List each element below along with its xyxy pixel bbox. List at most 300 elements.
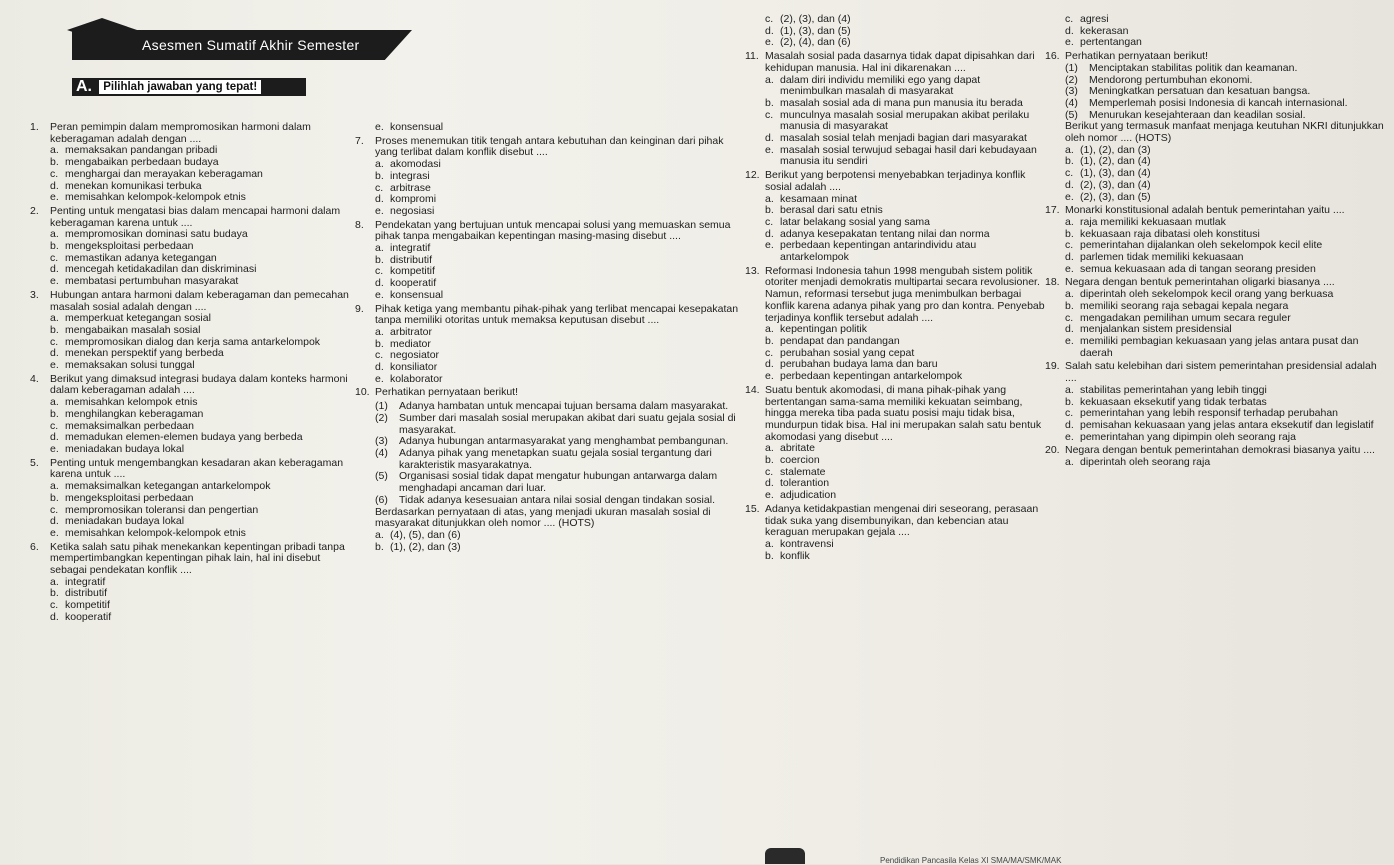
option-letter: e. xyxy=(50,275,59,288)
option-letter: b. xyxy=(765,204,774,217)
option-letter: d. xyxy=(50,610,59,623)
option-letter: b. xyxy=(375,169,384,182)
option-text: menjalankan sistem presidensial xyxy=(1080,323,1232,336)
option-letter: e. xyxy=(765,239,774,252)
answer-option xyxy=(745,75,1045,98)
question-number: 9. xyxy=(355,302,364,315)
option-text: kepentingan politik xyxy=(780,323,867,336)
answer-option xyxy=(1045,264,1390,276)
statement xyxy=(1045,98,1390,110)
option-text: pemisahan kekuasaan yang jelas antara eksekutif dan legislatif xyxy=(1080,418,1374,431)
option-text: kekuasaan raja dibatasi oleh konstitusi xyxy=(1080,227,1260,240)
option-letter: a. xyxy=(50,144,59,157)
option-text: kolaborator xyxy=(390,372,443,385)
option-letter: e. xyxy=(50,359,59,372)
question xyxy=(30,206,355,229)
column-3 xyxy=(745,14,1045,564)
option-text: mengadakan pemilihan umum secara reguler xyxy=(1080,311,1291,324)
option-letter: b. xyxy=(50,323,59,336)
option-text: adanya kesepakatan tentang nilai dan norma xyxy=(780,227,990,240)
question xyxy=(355,220,745,243)
option-text: mempromosikan dominasi satu budaya xyxy=(65,228,248,241)
option-text: kekerasan xyxy=(1080,24,1129,37)
question-text: Pihak ketiga yang membantu pihak-pihak yang terlibat mencapai kesepakatan tanpa memiliki otoritas untuk memaksa keputusan disebut .... xyxy=(375,302,739,327)
option-letter: e. xyxy=(765,143,774,156)
statement-text: Menciptakan stabilitas politik dan keamanan. xyxy=(1089,61,1298,74)
option-text: konsensual xyxy=(390,121,444,133)
option-text: arbitrator xyxy=(390,325,433,338)
option-letter: a. xyxy=(50,228,59,241)
option-text: (1), (2), dan (3) xyxy=(390,540,461,553)
question-text: Berikut yang berpotensi menyebabkan terjadinya konflik sosial adalah .... xyxy=(765,169,1026,193)
question-number: 5. xyxy=(30,456,39,469)
question-number: 20. xyxy=(1045,444,1060,457)
statement-number: (4) xyxy=(375,446,388,459)
question-number: 3. xyxy=(30,288,39,301)
option-letter: d. xyxy=(1065,24,1074,37)
statement-number: (1) xyxy=(1065,61,1078,74)
option-letter: e. xyxy=(375,288,384,301)
answer-option xyxy=(745,490,1045,502)
question xyxy=(745,51,1045,74)
question-text: Reformasi Indonesia tahun 1998 mengubah sistem politik otoriter menjadi demokratis multipartai secara revolusioner. Namun, reformasi tersebut juga menimbulkan berbagai konflik karena adanya pihak yang pro dan kontra. Penyebab terjadinya konflik tersebut adalah .... xyxy=(765,264,1045,324)
option-letter: e. xyxy=(1065,334,1074,347)
statement-number: (5) xyxy=(375,470,388,483)
option-letter: a. xyxy=(50,480,59,493)
option-letter: d. xyxy=(765,24,774,37)
answer-option xyxy=(30,409,355,421)
option-text: masalah sosial ada di mana pun manusia itu berada xyxy=(780,96,1023,109)
option-letter: d. xyxy=(50,263,59,276)
statement-text: Adanya pihak yang menetapkan suatu gejala sosial tergantung dari karakteristik masyarakatnya. xyxy=(399,446,712,471)
spacer xyxy=(30,624,355,626)
option-text: diperintah oleh sekelompok kecil orang yang berkuasa xyxy=(1080,288,1334,301)
option-text: akomodasi xyxy=(390,158,441,171)
option-text: konsiliator xyxy=(390,361,438,374)
answer-option xyxy=(1045,385,1390,397)
option-text: meniadakan budaya lokal xyxy=(65,442,185,455)
option-letter: a. xyxy=(375,325,384,338)
answer-option xyxy=(355,530,745,542)
option-text: memaksakan solusi tunggal xyxy=(65,359,195,372)
question-number: 14. xyxy=(745,383,760,396)
option-letter: c. xyxy=(1065,167,1074,180)
option-letter: c. xyxy=(375,265,384,278)
option-letter: e. xyxy=(375,121,384,133)
option-letter: c. xyxy=(765,108,774,121)
option-letter: d. xyxy=(375,361,384,374)
page-title: Asesmen Sumatif Akhir Semester xyxy=(142,37,360,53)
option-letter: c. xyxy=(765,465,774,478)
question-prompt: Berikut yang termasuk manfaat menjaga keutuhan NKRI ditunjukkan oleh nomor .... (HOTS) xyxy=(1065,120,1384,145)
option-text: integrasi xyxy=(390,169,430,182)
option-letter: c. xyxy=(50,335,59,348)
option-letter: b. xyxy=(765,454,774,467)
question-text: Adanya ketidakpastian mengenai diri seseorang, perasaan tidak suka yang disembunyikan, dan kebencian atau keraguan merupakan gejala .... xyxy=(765,502,1039,539)
option-text: (1), (2), dan (4) xyxy=(1080,155,1151,168)
answer-option xyxy=(30,169,355,181)
question xyxy=(745,504,1045,539)
option-letter: d. xyxy=(765,227,774,240)
answer-option xyxy=(1045,336,1390,359)
statement-number: (3) xyxy=(375,435,388,448)
option-letter: b. xyxy=(50,156,59,169)
answer-option xyxy=(745,551,1045,563)
option-text: mengeksploitasi perbedaan xyxy=(65,240,194,253)
option-text: membatasi pertumbuhan masyarakat xyxy=(65,275,239,288)
option-letter: b. xyxy=(1065,299,1074,312)
question-number: 16. xyxy=(1045,50,1060,63)
option-letter: c. xyxy=(50,503,59,516)
question-text: Penting untuk mengembangkan kesadaran akan keberagaman karena untuk .... xyxy=(50,456,344,481)
statement-text: Mendorong pertumbuhan ekonomi. xyxy=(1089,73,1253,86)
question xyxy=(30,290,355,313)
answer-option xyxy=(745,217,1045,229)
statement-text: Organisasi sosial tidak dapat mengatur hubungan antarwarga dalam menghadapi ancaman dari luar. xyxy=(399,470,718,495)
option-letter: e. xyxy=(1065,190,1074,203)
answer-option xyxy=(30,360,355,372)
option-letter: d. xyxy=(1065,251,1074,264)
question-number: 12. xyxy=(745,169,760,182)
option-text: kompetitif xyxy=(390,265,435,278)
question-number: 18. xyxy=(1045,276,1060,289)
answer-option xyxy=(745,455,1045,467)
answer-option xyxy=(1045,37,1390,49)
option-letter: a. xyxy=(765,192,774,205)
option-text: masalah sosial telah menjadi bagian dari masyarakat xyxy=(780,132,1027,145)
option-text: raja memiliki kekuasaan mutlak xyxy=(1080,215,1226,228)
question-number: 6. xyxy=(30,540,39,553)
question xyxy=(355,304,745,327)
option-text: perubahan budaya lama dan baru xyxy=(780,358,938,371)
option-letter: b. xyxy=(375,337,384,350)
section-instruction: Pilihlah jawaban yang tepat! xyxy=(99,80,261,94)
option-letter: b. xyxy=(765,334,774,347)
question-number: 19. xyxy=(1045,360,1060,373)
option-text: memiliki seorang raja sebagai kepala negara xyxy=(1080,299,1289,312)
option-letter: b. xyxy=(50,491,59,504)
option-text: tolerantion xyxy=(780,477,830,490)
option-letter: e. xyxy=(765,489,774,502)
option-letter: a. xyxy=(375,158,384,171)
option-text: dalam diri individu memiliki ego yang dapat menimbulkan masalah di masyarakat xyxy=(780,73,981,98)
option-letter: b. xyxy=(375,540,384,553)
statement xyxy=(355,448,745,471)
option-letter: a. xyxy=(765,442,774,455)
option-letter: e. xyxy=(375,372,384,385)
option-letter: a. xyxy=(1065,383,1074,396)
statement-number: (2) xyxy=(375,411,388,424)
question-text: Proses menemukan titik tengah antara kebutuhan dan keinginan dari pihak yang terlibat dalam konflik disebut .... xyxy=(375,134,724,159)
option-letter: e. xyxy=(765,370,774,383)
option-letter: a. xyxy=(375,528,384,541)
option-letter: d. xyxy=(50,347,59,360)
option-text: mediator xyxy=(390,337,431,350)
option-text: abritate xyxy=(780,442,816,455)
option-letter: c. xyxy=(1065,311,1074,324)
answer-option xyxy=(30,528,355,540)
option-text: perbedaan kepentingan antarkelompok xyxy=(780,370,963,383)
statement-number: (4) xyxy=(1065,96,1078,109)
option-letter: c. xyxy=(1065,407,1074,420)
option-text: (2), (3), dan (4) xyxy=(780,13,851,25)
statement xyxy=(1045,63,1390,75)
option-letter: a. xyxy=(1065,456,1074,469)
statement-text: Menurukan kesejahteraan dan keadilan sosial. xyxy=(1089,108,1306,121)
option-letter: a. xyxy=(765,537,774,550)
answer-option xyxy=(30,493,355,505)
option-text: masalah sosial terwujud sebagai hasil dari kebudayaan manusia itu sendiri xyxy=(780,143,1037,168)
option-text: menghilangkan keberagaman xyxy=(65,407,204,420)
option-text: diperintah oleh seorang raja xyxy=(1080,456,1211,469)
option-text: mempromosikan dialog dan kerja sama antarkelompok xyxy=(65,335,321,348)
option-letter: c. xyxy=(765,215,774,228)
option-text: kompetitif xyxy=(65,599,110,612)
option-text: kooperatif xyxy=(65,610,112,623)
question-number: 10. xyxy=(355,386,370,399)
answer-option xyxy=(745,240,1045,263)
question xyxy=(745,385,1045,444)
option-text: latar belakang sosial yang sama xyxy=(780,215,931,228)
statement-number: (1) xyxy=(375,400,388,413)
option-text: memaksimalkan perbedaan xyxy=(65,419,194,432)
option-text: mengeksploitasi perbedaan xyxy=(65,491,194,504)
question-number: 8. xyxy=(355,218,364,231)
option-text: memiliki pembagian kekuasaan yang jelas antara pusat dan daerah xyxy=(1080,334,1359,359)
question xyxy=(30,374,355,397)
answer-option xyxy=(1045,192,1390,204)
option-text: memisahkan kelompok etnis xyxy=(65,396,198,409)
option-letter: e. xyxy=(50,526,59,539)
question-number: 15. xyxy=(745,502,760,515)
option-letter: d. xyxy=(1065,418,1074,431)
answer-option xyxy=(30,325,355,337)
question-text: Ketika salah satu pihak menekankan kepentingan pribadi tanpa mempertimbangkan kepentingan pihak lain, hal ini disebut sebagai pendekatan konflik .... xyxy=(50,540,345,577)
option-text: mengabaikan masalah sosial xyxy=(65,323,201,336)
answer-option xyxy=(30,612,355,624)
page-footer: Pendidikan Pancasila Kelas XI SMA/MA/SMK/MAK xyxy=(880,856,1062,865)
answer-option xyxy=(1045,252,1390,264)
question-number: 13. xyxy=(745,264,760,277)
question-prompt: Berdasarkan pernyataan di atas, yang menjadi ukuran masalah sosial di masyarakat ditunjukkan oleh nomor .... (HOTS) xyxy=(375,505,711,530)
option-letter: a. xyxy=(765,323,774,336)
option-letter: c. xyxy=(765,13,774,25)
answer-option xyxy=(1045,301,1390,313)
question-number: 11. xyxy=(745,50,759,63)
option-letter: b. xyxy=(1065,395,1074,408)
option-letter: a. xyxy=(50,575,59,588)
option-text: memaksakan pandangan pribadi xyxy=(65,144,218,157)
option-text: meniadakan budaya lokal xyxy=(65,515,185,528)
option-text: kekuasaan eksekutif yang tidak terbatas xyxy=(1080,395,1267,408)
answer-option xyxy=(30,276,355,288)
option-text: agresi xyxy=(1080,13,1109,25)
question xyxy=(30,542,355,577)
option-letter: d. xyxy=(375,277,384,290)
option-text: memaksimalkan ketegangan antarkelompok xyxy=(65,480,271,493)
option-text: memisahkan kelompok-kelompok etnis xyxy=(65,526,246,539)
question-number: 2. xyxy=(30,204,39,217)
answer-option xyxy=(745,14,1045,26)
option-letter: d. xyxy=(1065,178,1074,191)
answer-option xyxy=(355,171,745,183)
statement-number: (2) xyxy=(1065,73,1078,86)
statement-number: (3) xyxy=(1065,85,1078,98)
option-text: coercion xyxy=(780,454,820,467)
option-letter: e. xyxy=(1065,36,1074,49)
answer-option xyxy=(745,539,1045,551)
option-letter: a. xyxy=(50,312,59,325)
option-text: perbedaan kepentingan antarindividu atau antarkelompok xyxy=(780,239,977,264)
question-number: 1. xyxy=(30,121,39,133)
option-letter: c. xyxy=(375,349,384,362)
option-text: berasal dari satu etnis xyxy=(780,204,883,217)
answer-option xyxy=(355,327,745,339)
question-text: Salah satu kelebihan dari sistem pemerintahan presidensial adalah .... xyxy=(1065,360,1377,385)
statement xyxy=(355,413,745,436)
option-letter: e. xyxy=(765,36,774,49)
option-letter: c. xyxy=(50,599,59,612)
answer-option xyxy=(355,122,745,134)
option-text: (4), (5), dan (6) xyxy=(390,528,461,541)
question xyxy=(355,387,745,399)
question-text: Monarki konstitusional adalah bentuk pemerintahan yaitu .... xyxy=(1065,204,1345,217)
option-letter: b. xyxy=(765,96,774,109)
option-text: stalemate xyxy=(780,465,826,478)
question-text: Penting untuk mengatasi bias dalam mencapai harmoni dalam keberagaman karena untuk .... xyxy=(50,204,341,229)
option-letter: d. xyxy=(375,193,384,206)
option-text: pemerintahan dijalankan oleh sekelompok kecil elite xyxy=(1080,239,1323,252)
question-text: Pendekatan yang bertujuan untuk mencapai solusi yang memuaskan semua pihak tanpa mengabaikan kepentingan masing-masing disebut .... xyxy=(375,218,731,243)
statement-text: Memperlemah posisi Indonesia di kancah internasional. xyxy=(1089,96,1348,109)
option-text: distributif xyxy=(390,253,433,266)
option-text: pendapat dan pandangan xyxy=(780,334,900,347)
statement-number: (6) xyxy=(375,493,388,506)
option-letter: e. xyxy=(1065,262,1074,275)
option-text: mempromosikan toleransi dan pengertian xyxy=(65,503,259,516)
answer-option xyxy=(1045,180,1390,192)
option-text: arbitrase xyxy=(390,181,431,194)
question-text: Suatu bentuk akomodasi, di mana pihak-pihak yang bertentangan sama-sama memiliki kekuatan seimbang, hingga mereka tiba pada suatu posisi maju tidak bisa, mundurpun tidak bisa. Hal ini merupakan salah satu bentuk akomodasi yang disebut .... xyxy=(765,383,1042,443)
column-4 xyxy=(1045,14,1390,471)
answer-option xyxy=(745,145,1045,168)
option-text: munculnya masalah sosial merupakan akibat perilaku manusia di masyarakat xyxy=(780,108,1030,133)
option-letter: d. xyxy=(50,431,59,444)
option-text: kesamaan minat xyxy=(780,192,858,205)
option-text: perubahan sosial yang cepat xyxy=(780,346,915,359)
option-text: distributif xyxy=(65,587,108,600)
question-text: Perhatikan pernyataan berikut! xyxy=(1065,50,1209,63)
option-text: pemerintahan yang dipimpin oleh seorang raja xyxy=(1080,430,1296,443)
option-text: negosiator xyxy=(390,349,440,362)
option-letter: b. xyxy=(1065,155,1074,168)
option-letter: b. xyxy=(50,407,59,420)
question xyxy=(1045,361,1390,384)
statement-text: Adanya hubungan antarmasyarakat yang menghambat pembangunan. xyxy=(399,435,729,448)
option-letter: e. xyxy=(1065,430,1074,443)
question-text: Hubungan antara harmoni dalam keberagaman dan pemecahan masalah sosial adalah dengan .... xyxy=(50,288,349,313)
question-number: 4. xyxy=(30,372,39,385)
option-text: kooperatif xyxy=(390,277,437,290)
option-letter: c. xyxy=(765,346,774,359)
option-text: (1), (3), dan (4) xyxy=(1080,167,1151,180)
option-text: mengabaikan perbedaan budaya xyxy=(65,156,219,169)
option-text: negosiasi xyxy=(390,204,435,217)
option-text: mencegah ketidakadilan dan diskriminasi xyxy=(65,263,257,276)
option-text: kompromi xyxy=(390,193,437,206)
option-letter: a. xyxy=(375,242,384,255)
option-text: konflik xyxy=(780,549,810,562)
option-letter: b. xyxy=(375,253,384,266)
statement-text: Meningkatkan persatuan dan kesatuan bangsa. xyxy=(1089,85,1311,98)
answer-option xyxy=(355,374,745,386)
binder-clip xyxy=(765,848,805,864)
option-letter: d. xyxy=(765,132,774,145)
question xyxy=(355,136,745,159)
answer-option xyxy=(745,133,1045,145)
option-letter: a. xyxy=(765,73,774,86)
option-text: memperkuat ketegangan sosial xyxy=(65,312,211,325)
option-text: semua kekuasaan ada di tangan seorang presiden xyxy=(1080,262,1316,275)
option-text: memastikan adanya ketegangan xyxy=(65,251,217,264)
option-text: integratif xyxy=(390,242,431,255)
option-letter: d. xyxy=(765,477,774,490)
option-letter: a. xyxy=(1065,215,1074,228)
option-text: stabilitas pemerintahan yang lebih tinggi xyxy=(1080,383,1267,396)
answer-option xyxy=(30,192,355,204)
answer-option xyxy=(1045,420,1390,432)
answer-option xyxy=(1045,14,1390,26)
option-letter: d. xyxy=(50,515,59,528)
option-letter: c. xyxy=(50,251,59,264)
statement-text: Tidak adanya kesesuaian antara nilai sosial dengan tindakan sosial. xyxy=(399,493,715,506)
question xyxy=(30,122,355,145)
option-letter: b. xyxy=(50,587,59,600)
answer-option xyxy=(355,362,745,374)
option-letter: c. xyxy=(375,181,384,194)
question-text: Berikut yang dimaksud integrasi budaya dalam konteks harmoni dalam keberagaman adalah .... xyxy=(50,372,348,397)
column-1 xyxy=(30,122,355,626)
option-letter: e. xyxy=(50,442,59,455)
answer-option xyxy=(745,371,1045,383)
spacer xyxy=(1045,469,1390,471)
option-text: pertentangan xyxy=(1080,36,1142,49)
option-letter: a. xyxy=(1065,288,1074,301)
option-letter: d. xyxy=(1065,323,1074,336)
question xyxy=(30,458,355,481)
option-letter: c. xyxy=(1065,13,1074,25)
answer-option xyxy=(355,542,745,554)
statement xyxy=(355,471,745,494)
option-text: pemerintahan yang lebih responsif terhadap perubahan xyxy=(1080,407,1339,420)
option-letter: e. xyxy=(50,191,59,204)
option-text: integratif xyxy=(65,575,106,588)
statement-number: (5) xyxy=(1065,108,1078,121)
option-letter: a. xyxy=(1065,143,1074,156)
statement-text: Adanya hambatan untuk mencapai tujuan bersama dalam masyarakat. xyxy=(399,400,729,413)
option-text: adjudication xyxy=(780,489,837,502)
option-text: menekan komunikasi terbuka xyxy=(65,179,202,192)
option-text: (1), (3), dan (5) xyxy=(780,24,851,37)
question-text: Peran pemimpin dalam mempromosikan harmoni dalam keberagaman adalah dengan .... xyxy=(50,121,311,145)
spacer xyxy=(745,562,1045,564)
answer-option xyxy=(355,290,745,302)
question-number: 7. xyxy=(355,134,364,147)
question-text: Negara dengan bentuk pemerintahan oligarki biasanya .... xyxy=(1065,276,1335,289)
option-text: (2), (3), dan (5) xyxy=(1080,190,1151,203)
option-text: memisahkan kelompok-kelompok etnis xyxy=(65,191,246,204)
option-text: (2), (3), dan (4) xyxy=(1080,178,1151,191)
